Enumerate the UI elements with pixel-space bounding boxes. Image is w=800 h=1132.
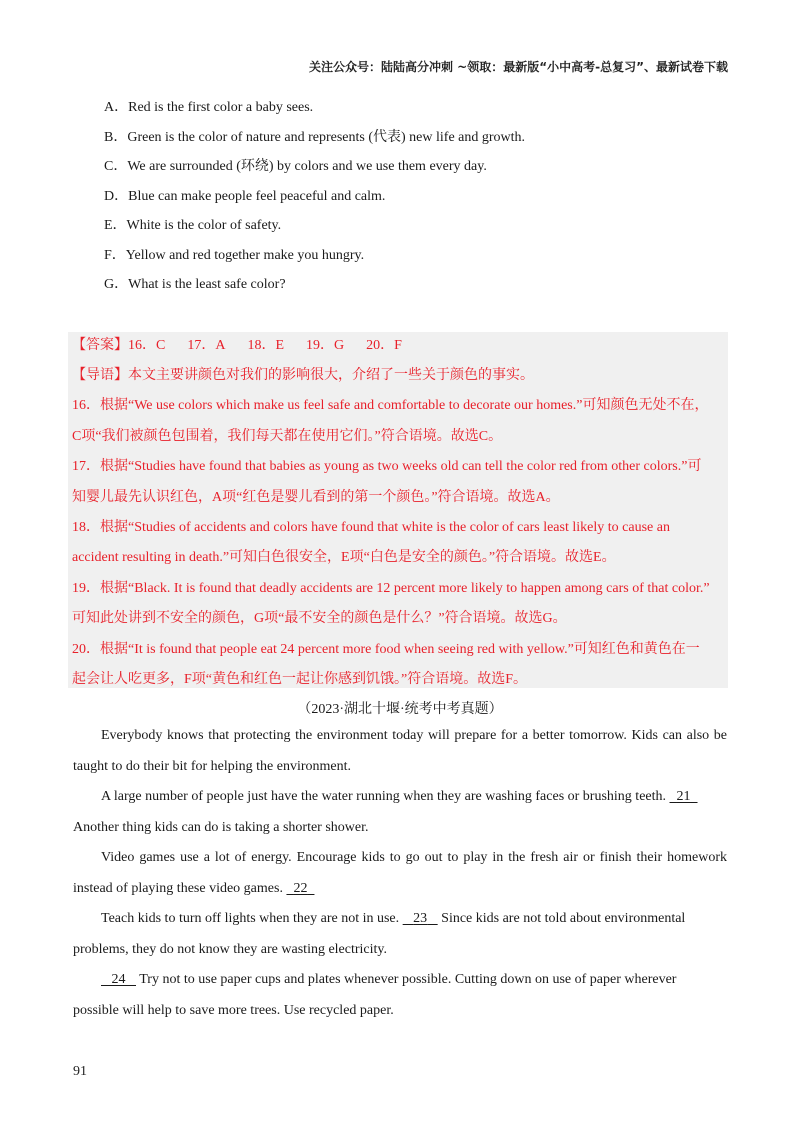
explanation-line: 知婴儿最先认识红色，A项“红色是婴儿看到的第一个颜色。”符合语境。故选A。 bbox=[72, 490, 560, 505]
blank-22[interactable] bbox=[286, 881, 314, 897]
passage-line: taught to do their bit for helping the environment. bbox=[73, 759, 351, 774]
passage-text: Since kids are not told about environmental bbox=[441, 911, 686, 926]
explanation-line: 17．根据“Studies have found that babies as young as two weeks old can tell the color red from other colors.”可 bbox=[72, 459, 702, 474]
answer-guide: 【导语】本文主要讲颜色对我们的影响很大，介绍了一些关于颜色的事实。 bbox=[72, 368, 534, 383]
answer-key bbox=[72, 334, 402, 354]
option-g: G．What is the least safe color? bbox=[104, 277, 286, 292]
explanation-line: 16．根据“We use colors which make us feel safe and comfortable to decorate our homes.”可知颜色无处不在， bbox=[72, 398, 709, 413]
blank-21[interactable] bbox=[670, 789, 698, 805]
options-list bbox=[104, 96, 525, 303]
blank-23[interactable] bbox=[403, 911, 438, 927]
passage-line: Another thing kids can do is taking a shorter shower. bbox=[73, 820, 369, 835]
explanation-line: C项“我们被颜色包围着，我们每天都在使用它们。”符合语境。故选C。 bbox=[72, 429, 503, 444]
passage-line bbox=[73, 881, 314, 897]
explanation-line: 18．根据“Studies of accidents and colors have found that white is the color of cars least likely to cause an bbox=[72, 520, 670, 535]
passage-text: instead of playing these video games. bbox=[73, 881, 283, 896]
option-d: D．Blue can make people feel peaceful and calm. bbox=[104, 188, 386, 204]
blank-number: 23 bbox=[413, 911, 428, 926]
option-e: E．White is the color of safety. bbox=[104, 218, 282, 233]
page-number: 91 bbox=[73, 1064, 87, 1079]
explanation-line: 19．根据“Black. It is found that deadly accidents are 12 percent more likely to happen among cars of that color.” bbox=[72, 581, 710, 596]
option-a: A．Red is the first color a baby sees. bbox=[104, 100, 314, 115]
blank-number: 21 bbox=[676, 789, 691, 804]
answer-item: 19．G bbox=[306, 338, 345, 353]
source-note: （2023·湖北十堰·统考中考真题） bbox=[297, 702, 503, 717]
option-c: C．We are surrounded (环绕) by colors and we use them every day. bbox=[104, 159, 487, 174]
explanation-line: 可知此处讲到不安全的颜色，G项“最不安全的颜色是什么？”符合语境。故选G。 bbox=[72, 611, 567, 626]
passage-text: Try not to use paper cups and plates whenever possible. Cutting down on use of paper wherever bbox=[139, 972, 677, 987]
option-b: B．Green is the color of nature and represents (代表) new life and growth. bbox=[104, 129, 526, 145]
passage-line bbox=[101, 789, 698, 805]
passage-line: possible will help to save more trees. Use recycled paper. bbox=[73, 1003, 394, 1018]
answer-item: 20．F bbox=[366, 338, 402, 353]
blank-number: 22 bbox=[293, 881, 308, 896]
explanation-line: 20．根据“It is found that people eat 24 percent more food when seeing red with yellow.”可知红色和黄色在一 bbox=[72, 642, 700, 657]
explanation-line: 起会让人吃更多，F项“黄色和红色一起让你感到饥饿。”符合语境。故选F。 bbox=[72, 672, 527, 687]
blank-24[interactable] bbox=[101, 972, 136, 988]
passage-line: problems, they do not know they are wasting electricity. bbox=[73, 942, 388, 957]
page-header: 关注公众号：陆陆高分冲刺 ~领取：最新版“小中高考-总复习”、最新试卷下载 bbox=[309, 60, 728, 74]
passage-line bbox=[101, 972, 676, 988]
answer-item: 17．A bbox=[187, 338, 226, 353]
blank-number: 24 bbox=[111, 972, 126, 987]
passage-text: A large number of people just have the water running when they are washing faces or brushing teeth. bbox=[101, 789, 667, 804]
passage-line: Video games use a lot of energy. Encourage kids to go out to play in the fresh air or finish their homework bbox=[101, 850, 727, 865]
passage-line bbox=[101, 911, 685, 927]
passage-line: Everybody knows that protecting the environment today will prepare for a better tomorrow. Kids can also be bbox=[101, 728, 727, 743]
answer-label: 【答案】16．C bbox=[72, 338, 166, 353]
passage-text: Teach kids to turn off lights when they are not in use. bbox=[101, 911, 400, 926]
explanation-line: accident resulting in death.”可知白色很安全，E项“白色是安全的颜色。”符合语境。故选E。 bbox=[72, 550, 616, 565]
option-f: F．Yellow and red together make you hungry. bbox=[104, 247, 365, 263]
answer-item: 18．E bbox=[247, 338, 285, 353]
answer-box bbox=[68, 332, 728, 688]
